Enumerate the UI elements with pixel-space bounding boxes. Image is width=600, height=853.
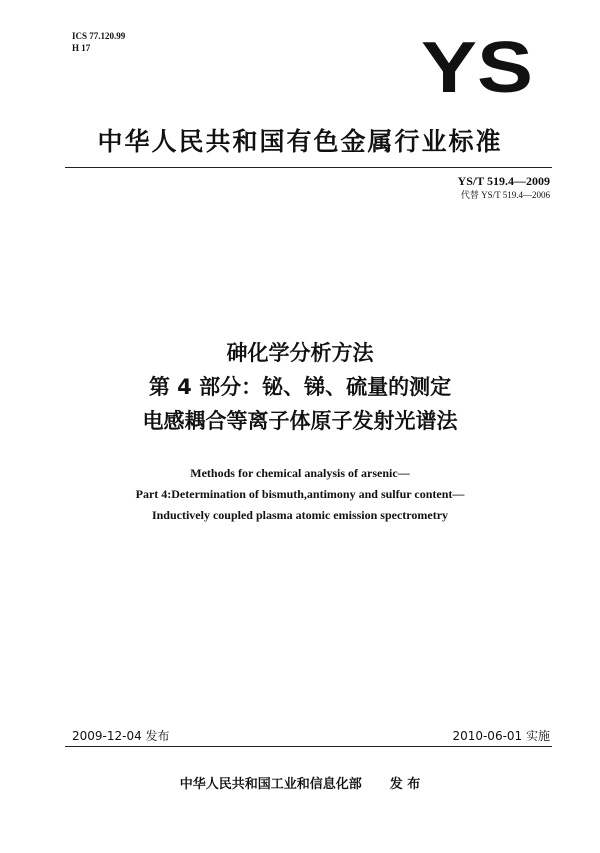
issue-date: 2009-12-04 发布 — [72, 729, 170, 743]
top-divider — [65, 167, 552, 168]
english-title-line-2: Part 4:Determination of bismuth,antimony and sulfur content— — [135, 487, 465, 501]
issuer-name: 中华人民共和国工业和信息化部 — [179, 777, 362, 792]
chinese-title — [0, 336, 600, 438]
english-title-line-3: Inductively coupled plasma atomic emission spectrometry — [151, 508, 449, 522]
ics-code: ICS 77.120.99 — [72, 31, 126, 41]
chinese-title-line-2: 第 4 部分：铋、锑、硫量的测定 — [148, 375, 452, 399]
chinese-title-line-1: 砷化学分析方法 — [226, 341, 374, 365]
bottom-divider — [65, 746, 552, 747]
classification-codes — [72, 30, 125, 54]
implementation-date: 2010-06-01 实施 — [452, 729, 550, 743]
issuer — [0, 773, 600, 792]
organization-title: 中华人民共和国有色金属行业标准 — [97, 127, 503, 156]
english-title-line-1: Methods for chemical analysis of arsenic— — [190, 466, 410, 480]
standard-number: YS/T 519.4—2009 — [457, 174, 550, 188]
ccs-code: H 17 — [72, 43, 91, 53]
ys-logo-text: YS — [421, 36, 533, 94]
english-title — [0, 463, 600, 526]
ys-logo — [420, 36, 535, 94]
standard-replaces: 代替 YS/T 519.4—2006 — [460, 190, 550, 200]
chinese-title-line-3: 电感耦合等离子体原子发射光谱法 — [142, 409, 458, 433]
issuer-action: 发 布 — [389, 777, 421, 792]
